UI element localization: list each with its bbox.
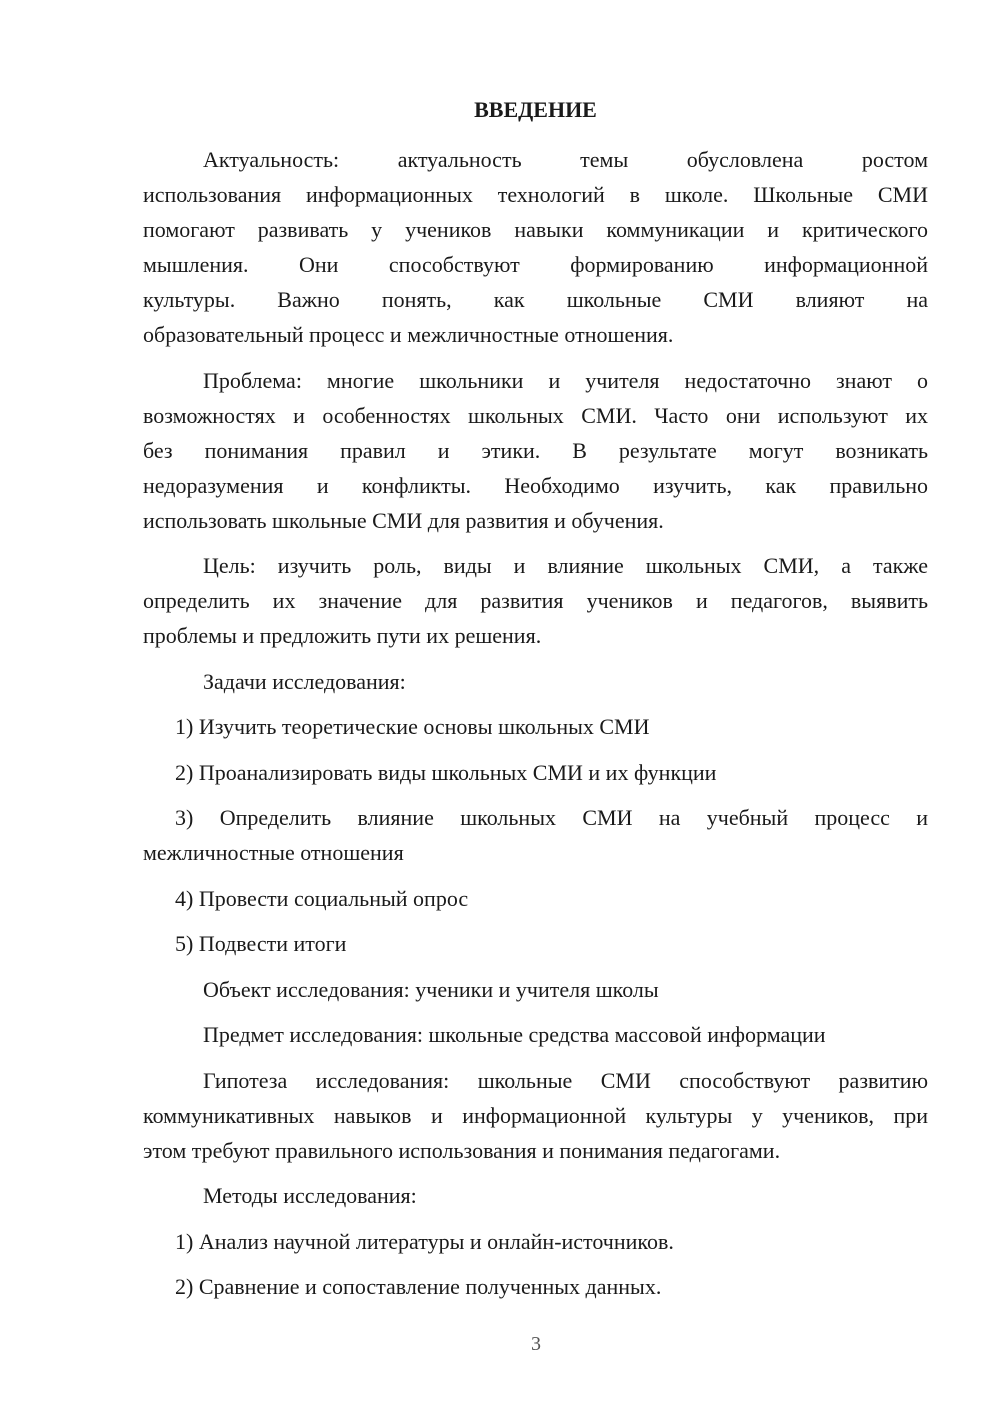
- text-line: без понимания правил и этики. В результате могут возникать: [143, 437, 928, 463]
- text-line: 5) Подвести итоги: [175, 931, 347, 956]
- text-line: Предмет исследования: школьные средства массовой информации: [203, 1022, 826, 1047]
- paragraph: [143, 142, 928, 352]
- paragraph: [143, 1017, 928, 1052]
- text-line: 1) Изучить теоретические основы школьных СМИ: [175, 714, 650, 739]
- list-item: [143, 1224, 928, 1259]
- paragraph: [143, 363, 928, 538]
- text-line: Методы исследования:: [203, 1183, 417, 1208]
- paragraph: [143, 1063, 928, 1168]
- text-line: определить их значение для развития учеников и педагогов, выявить: [143, 588, 928, 613]
- text-line: культуры. Важно понять, как школьные СМИ влияют на: [143, 287, 928, 312]
- text-line: коммуникативных навыков и информационной культуры у учеников, при: [143, 1102, 928, 1128]
- text-line: использовать школьные СМИ для развития и обучения.: [143, 507, 664, 533]
- text-line: использования информационных технологий в школе. Школьные СМИ: [143, 182, 928, 207]
- text-line: межличностные отношения: [143, 840, 404, 865]
- document-page: [143, 92, 928, 1315]
- text-line: Цель: изучить роль, виды и влияние школьных СМИ, а также: [203, 553, 928, 578]
- page-number: 3: [531, 1333, 541, 1355]
- text-line: мышления. Они способствуют формированию информационной: [143, 252, 928, 277]
- text-line: 3) Определить влияние школьных СМИ на учебный процесс и: [175, 805, 928, 830]
- paragraph: [143, 972, 928, 1007]
- text-line: образовательный процесс и межличностные отношения.: [143, 322, 674, 347]
- text-line: 2) Проанализировать виды школьных СМИ и их функции: [175, 759, 717, 785]
- text-line: Гипотеза исследования: школьные СМИ способствуют развитию: [203, 1067, 928, 1093]
- text-line: Задачи исследования:: [203, 668, 406, 694]
- text-line: недоразумения и конфликты. Необходимо изучить, как правильно: [143, 472, 928, 498]
- text-line: 2) Сравнение и сопоставление полученных данных.: [175, 1274, 662, 1299]
- text-line: 4) Провести социальный опрос: [175, 885, 469, 911]
- text-line: проблемы и предложить пути их решения.: [143, 623, 542, 648]
- text-line: этом требуют правильного использования и понимания педагогами.: [143, 1137, 781, 1163]
- text-line: Проблема: многие школьники и учителя недостаточно знают о: [203, 367, 928, 393]
- text-line: помогают развивать у учеников навыки коммуникации и критического: [143, 217, 928, 242]
- list-item: [143, 800, 928, 870]
- text-line: 1) Анализ научной литературы и онлайн-источников.: [175, 1228, 674, 1254]
- list-item: [143, 926, 928, 961]
- text-line: возможностях и особенностях школьных СМИ. Часто они используют их: [143, 402, 928, 428]
- text-line: Актуальность: актуальность темы обусловлена ростом: [203, 147, 928, 172]
- section-title: ВВЕДЕНИЕ: [474, 97, 597, 122]
- list-item: [143, 755, 928, 790]
- paragraph: [143, 548, 928, 653]
- list-item: [143, 709, 928, 744]
- paragraph: [143, 1178, 928, 1213]
- list-item: [143, 881, 928, 916]
- document-body: [143, 142, 928, 1304]
- text-line: Объект исследования: ученики и учителя школы: [203, 976, 659, 1002]
- list-item: [143, 1269, 928, 1304]
- paragraph: [143, 664, 928, 699]
